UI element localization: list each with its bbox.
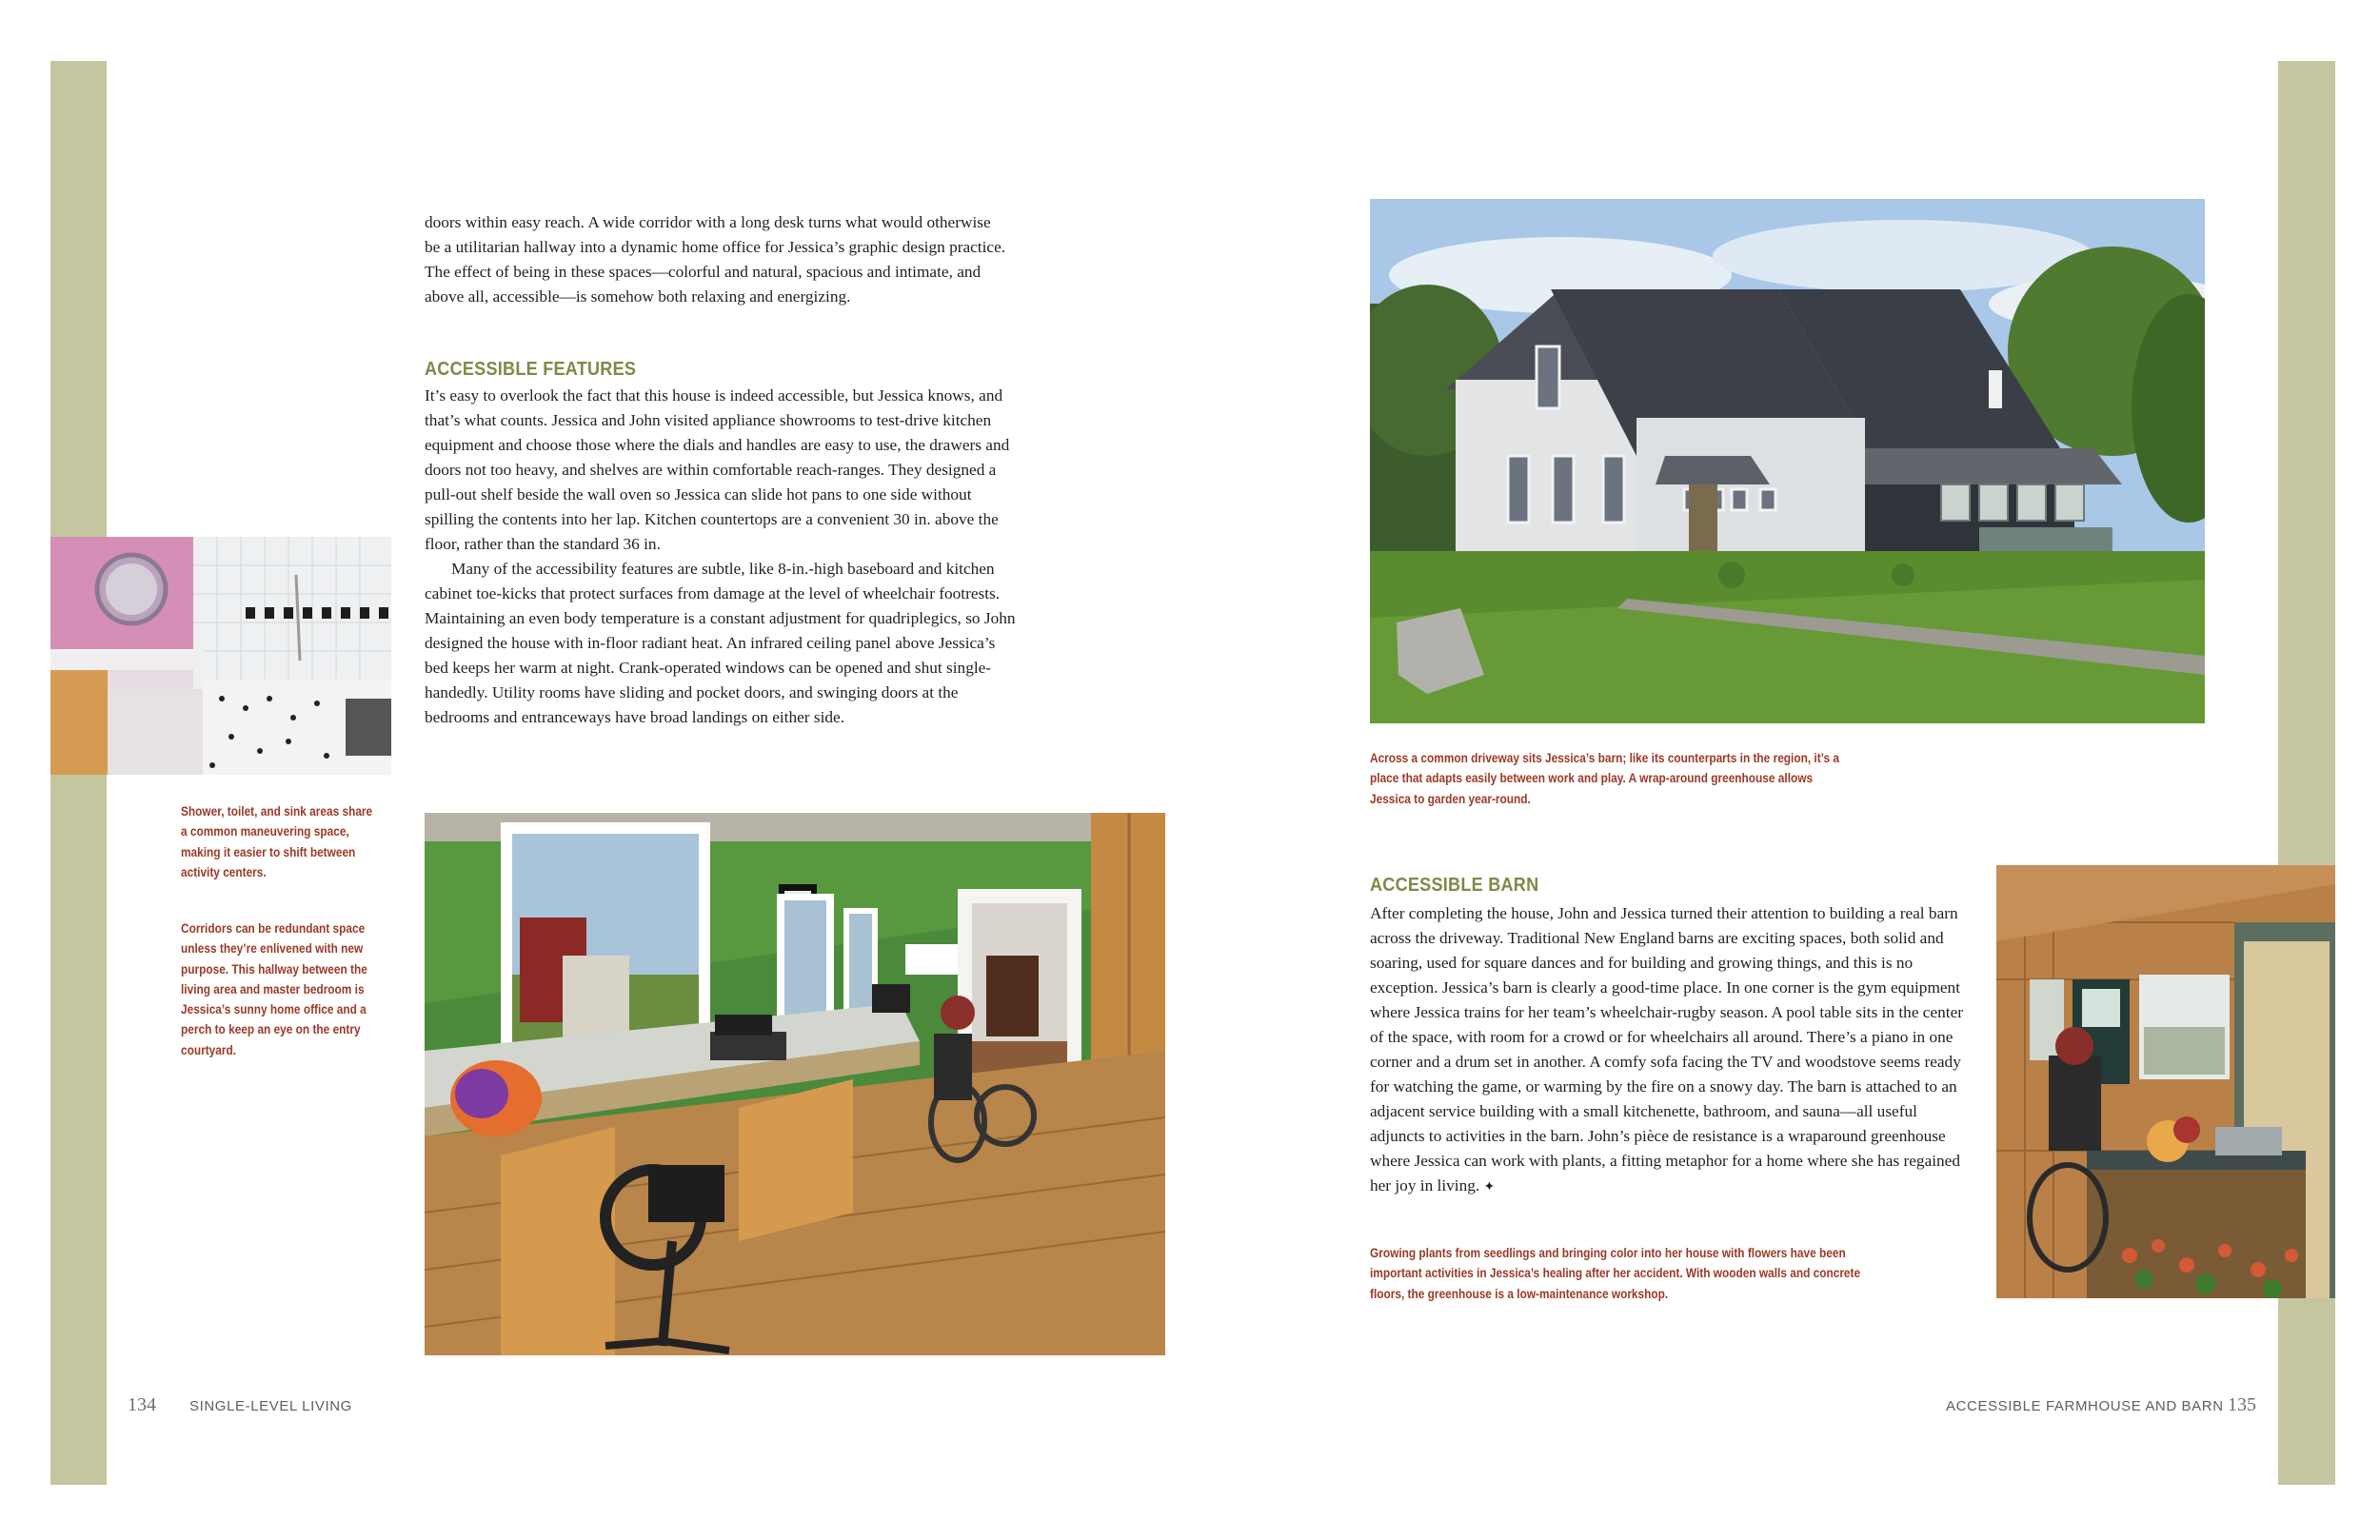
end-mark-icon: ✦ bbox=[1483, 1180, 1496, 1194]
accessible-barn-body bbox=[1370, 901, 1970, 1200]
farmhouse-barn-photo bbox=[1370, 199, 2205, 723]
greenhouse-caption: Growing plants from seedlings and bringing color into her house with flowers have been important activities in Jessica’s healing after her accident. With wooden walls and concrete floors, the greenhouse is a low-maintenance workshop. bbox=[1370, 1246, 1861, 1301]
home-office-photo bbox=[425, 813, 1165, 1355]
features-paragraph-1: It’s easy to overlook the fact that this house is indeed accessible, but Jessica knows, and that’s what counts. Jessica and John visited appliance showrooms to test-drive kitchen equipment and choose those where the dials and handles are easy to use, the drawers and doors not too heavy, and shelves are within comfortable reach-ranges. They designed a pull-out shelf beside the wall oven so Jessica can slide hot pans to one side without spilling the contents into her lap. Kitchen countertops are a convenient 30 in. above the floor, rather than the standard 36 in. bbox=[425, 386, 1010, 553]
left-running-head: SINGLE-LEVEL LIVING bbox=[189, 1398, 352, 1414]
left-page-number: 134 bbox=[128, 1394, 156, 1415]
bathroom-photo bbox=[50, 537, 391, 775]
accessible-features-body bbox=[425, 384, 1017, 730]
corridor-caption: Corridors can be redundant space unless they’re enlivened with new purpose. This hallway between the living area and master bedroom is Jessica’s sunny home office and a perch to keep an eye on the entry courtyard. bbox=[181, 921, 367, 1057]
accessible-barn-heading: ACCESSIBLE BARN bbox=[1370, 874, 1539, 896]
right-running-head: ACCESSIBLE FARMHOUSE AND BARN bbox=[1946, 1398, 2224, 1414]
left-intro-paragraph: doors within easy reach. A wide corridor with a long desk turns what would otherwise be a utilitarian hallway into a dynamic home office for Jessica’s graphic design practice. The effect of being in these spaces—colorful and natural, spacious and intimate, and above all, accessible—is somehow both relaxing and energizing. bbox=[425, 213, 1006, 306]
barn-caption: Across a common driveway sits Jessica’s barn; like its counterparts in the region, it’s a place that adapts easily between work and play. A wrap-around greenhouse allows Jessica to garden year-round. bbox=[1370, 751, 1840, 806]
accessible-features-heading: ACCESSIBLE FEATURES bbox=[425, 358, 637, 380]
bathroom-caption: Shower, toilet, and sink areas share a common maneuvering space, making it easier to shift between activity centers. bbox=[181, 804, 373, 879]
features-paragraph-2: Many of the accessibility features are subtle, like 8-in.-high baseboard and kitchen cabinet toe-kicks that protect surfaces from damage at the level of wheelchair footrests. Maintaining an even body temperature is a constant adjustment for quadriplegics, so John designed the house with in-floor radiant heat. An infrared ceiling panel above Jessica’s bed keeps her warm at night. Crank-operated windows can be opened and shut single-handedly. Utility rooms have sliding and pocket doors, and swinging doors at the bedrooms and entranceways have broad landings on either side. bbox=[425, 560, 1016, 726]
barn-paragraph: After completing the house, John and Jessica turned their attention to building a real barn across the driveway. Traditional New England barns are exciting spaces, both solid and soaring, used for square dances and for building and growing things, and this is no exception. Jessica’s barn is clearly a good-time place. In one corner is the gym equipment where Jessica trains for her team’s wheelchair-rugby season. A pool table sits in the center of the space, with room for a crowd or for wheelchairs all around. There’s a piano in one corner and a drum set in another. A comfy sofa facing the TV and woodstove seems ready for watching the game, or warming by the fire on a snowy day. The barn is attached to an adjacent service building with a small kitchenette, bathroom, and sauna—all useful adjuncts to activities in the barn. John’s pièce de resistance is a wraparound greenhouse where Jessica can work with plants, a fitting metaphor for a home where she has regained her joy in living. ✦ bbox=[1370, 904, 1964, 1194]
right-page-number: 135 bbox=[2228, 1394, 2256, 1415]
greenhouse-photo bbox=[1996, 865, 2335, 1298]
